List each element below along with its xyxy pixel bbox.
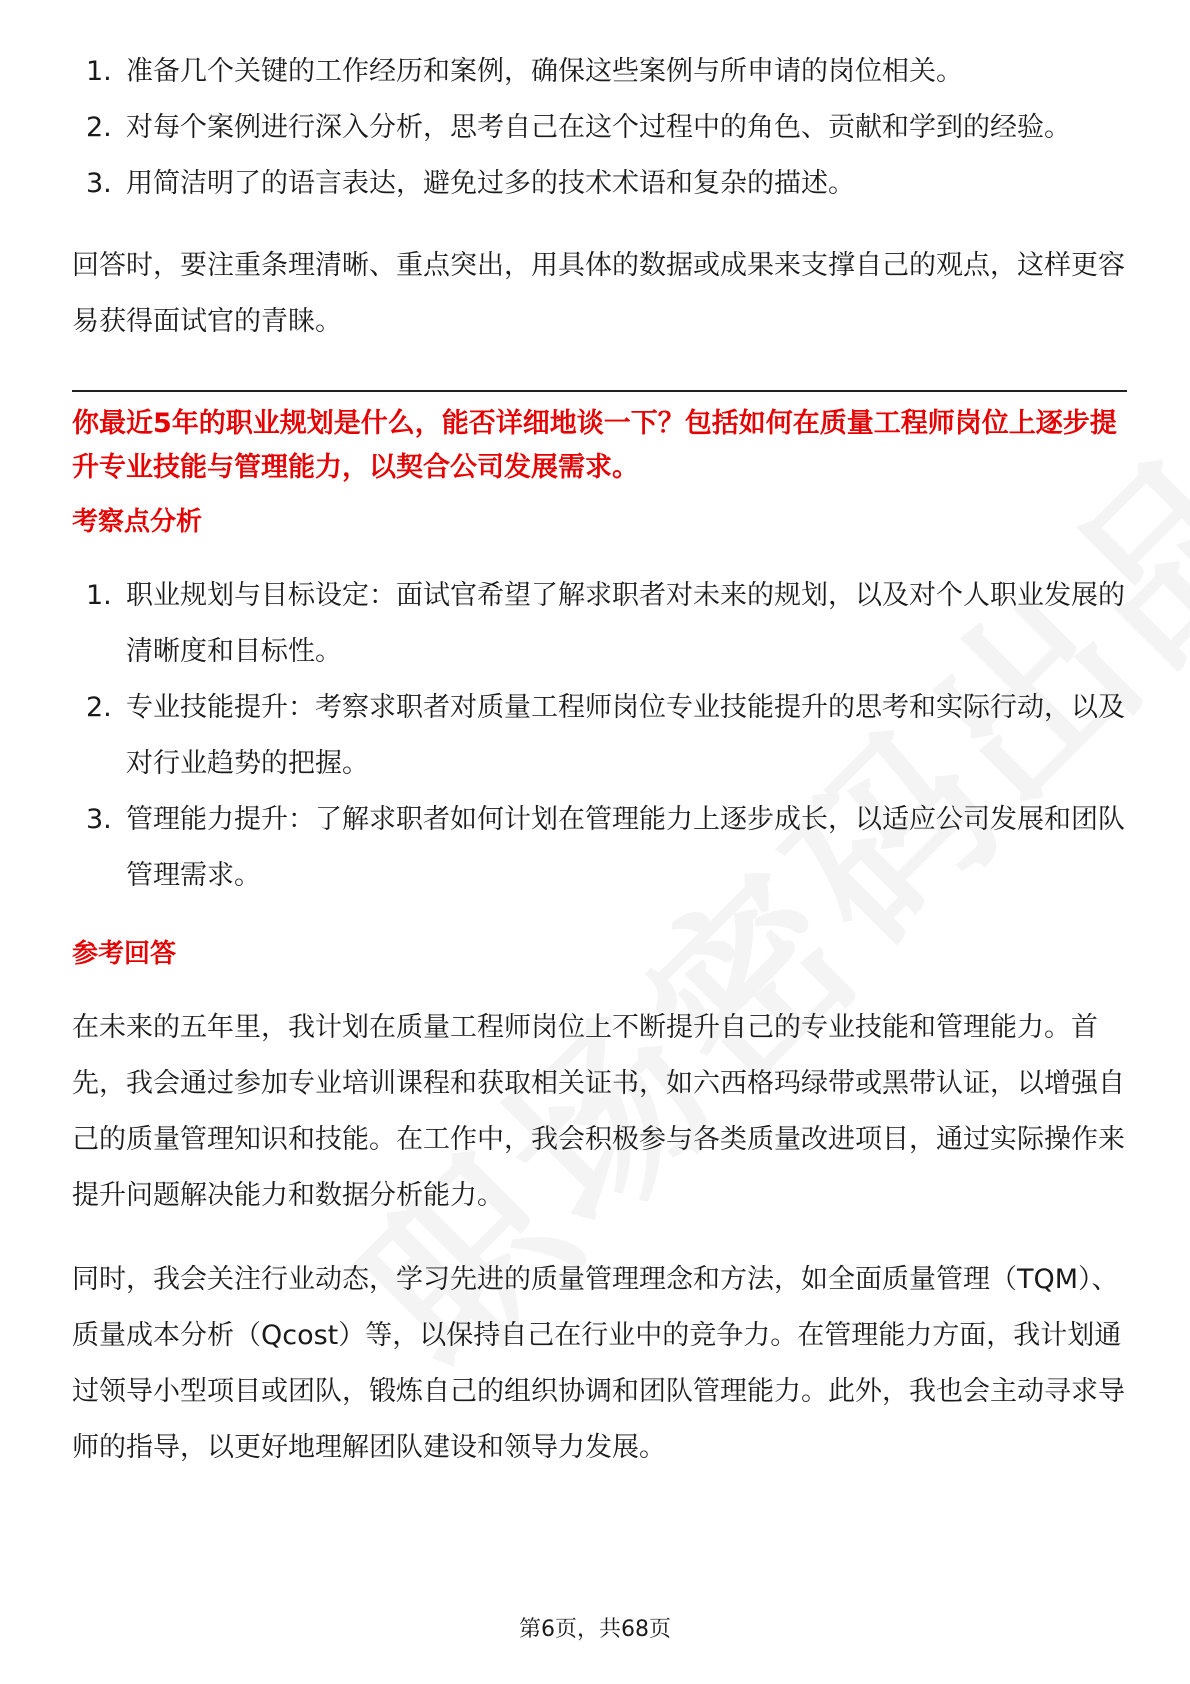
answer-paragraph: 在未来的五年里，我计划在质量工程师岗位上不断提升自己的专业技能和管理能力。首先，我会通过参加专业培训课程和获取相关证书，如六西格玛绿带或黑带认证，以增强自己的质量管理知识和技能。在工作中，我会积极参与各类质量改进项目，通过实际操作来提升问题解决能力和数据分析能力。: [72, 1012, 1125, 1211]
list-item: 1. 职业规划与目标设定：面试官希望了解求职者对未来的规划，以及对个人职业发展的清晰度和目标性。: [86, 580, 1125, 667]
summary-paragraph: 回答时，要注重条理清晰、重点突出，用具体的数据或成果来支撑自己的观点，这样更容易获得面试官的青睐。: [72, 250, 1125, 337]
tips-list: [72, 44, 1127, 212]
list-item: 2. 对每个案例进行深入分析，思考自己在这个过程中的角色、贡献和学到的经验。: [86, 112, 1071, 143]
analysis-list: [72, 568, 1127, 904]
list-item: 2. 专业技能提升：考察求职者对质量工程师岗位专业技能提升的思考和实际行动，以及对行业趋势的把握。: [86, 692, 1125, 779]
section-divider: [72, 390, 1127, 392]
document-body: [72, 44, 1127, 1476]
list-item: 3. 用简洁明了的语言表达，避免过多的技术术语和复杂的描述。: [86, 168, 855, 199]
list-item: 3. 管理能力提升：了解求职者如何计划在管理能力上逐步成长，以适应公司发展和团队管理需求。: [86, 804, 1125, 891]
answer-paragraph: 同时，我会关注行业动态，学习先进的质量管理理念和方法，如全面质量管理（TQM）、质量成本分析（Qcost）等，以保持自己在行业中的竞争力。在管理能力方面，我计划通过领导小型项目或团队，锻炼自己的组织协调和团队管理能力。此外，我也会主动寻求导师的指导，以更好地理解团队建设和领导力发展。: [72, 1264, 1125, 1463]
list-item: 1. 准备几个关键的工作经历和案例，确保这些案例与所申请的岗位相关。: [86, 56, 963, 87]
analysis-heading: 考察点分析: [72, 507, 203, 537]
page-number: 第6页，共68页: [519, 1617, 671, 1642]
interview-question: 你最近5年的职业规划是什么，能否详细地谈一下？包括如何在质量工程师岗位上逐步提升专业技能与管理能力，以契合公司发展需求。: [72, 408, 1117, 483]
answer-heading: 参考回答: [72, 939, 177, 969]
